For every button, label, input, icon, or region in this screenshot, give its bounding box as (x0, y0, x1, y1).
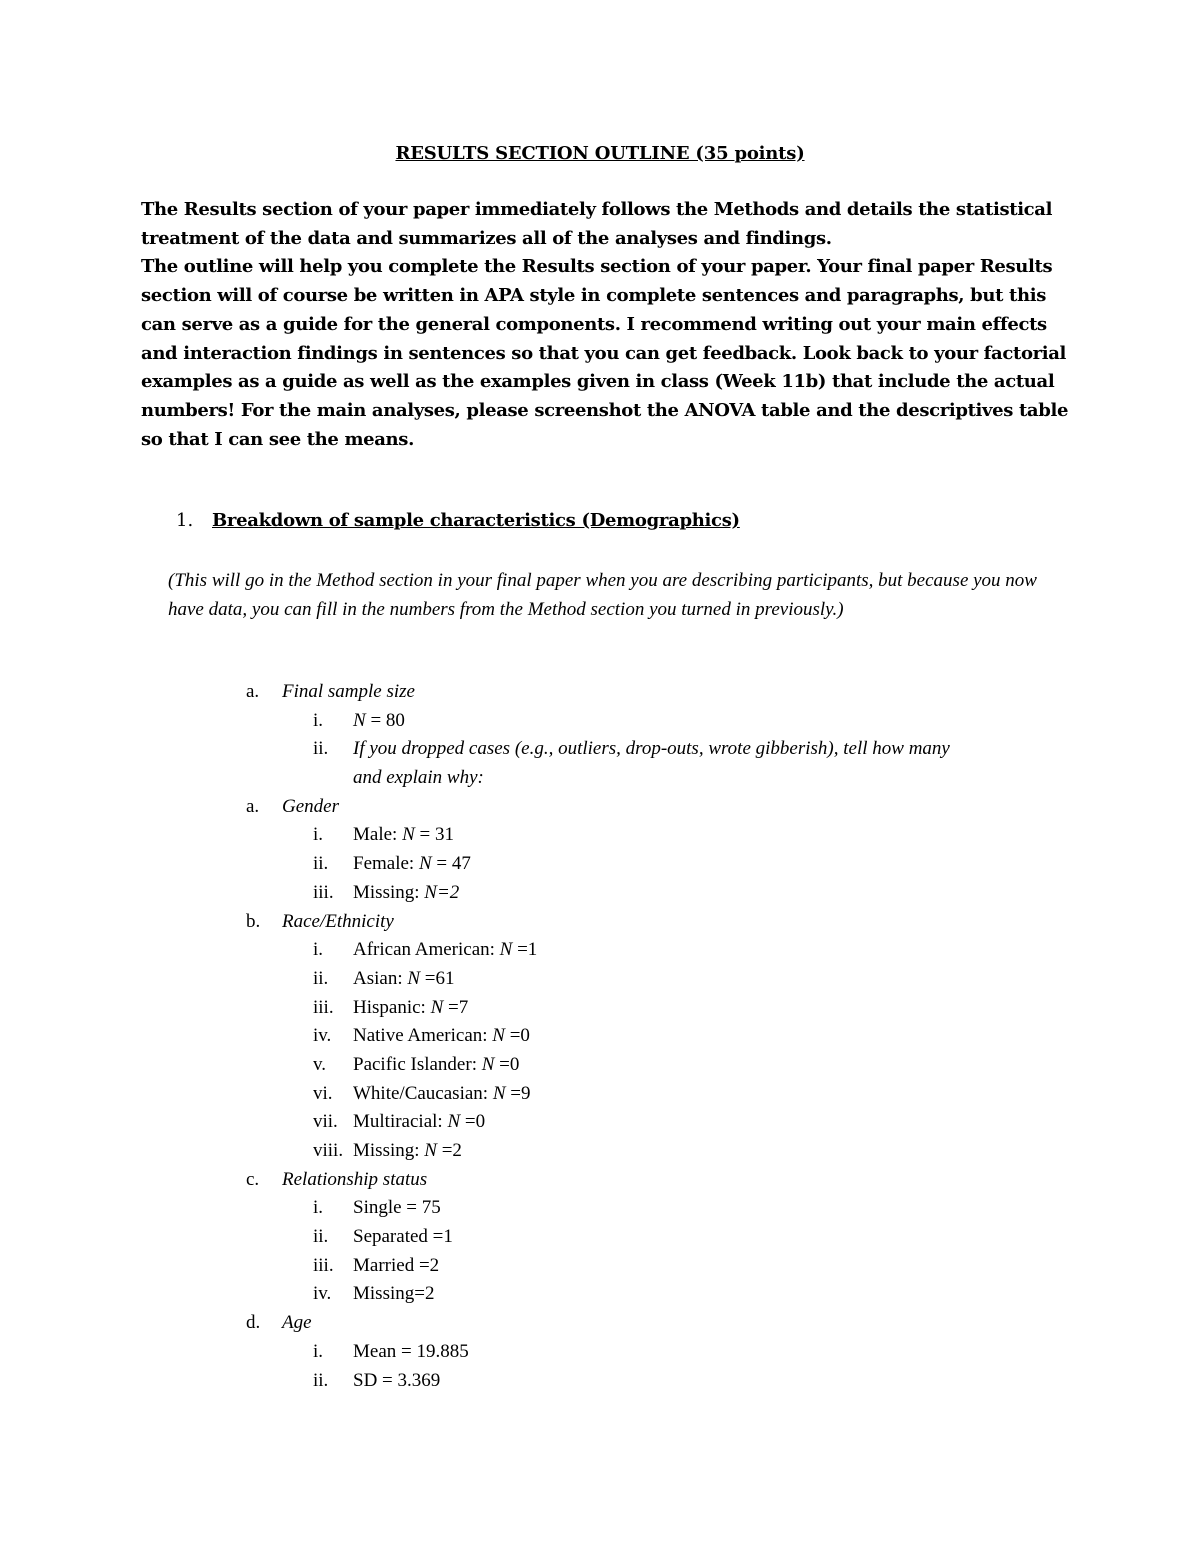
sub-item: iv. Missing=2 (313, 1283, 435, 1305)
intro-paragraph-1: The Results section of your paper immediately follows the Methods and details the statistical treatment of the data and summarizes all of the analyses and findings. (141, 199, 1053, 249)
sub-item: ii. Female: N = 47 (313, 853, 471, 875)
outline-item-race: b. Race/Ethnicity (246, 910, 394, 932)
demographics-outline (0, 678, 1200, 1395)
section-title: Breakdown of sample characteristics (Demographics) (212, 510, 740, 531)
outline-item-sample-size: a. Final sample size (246, 681, 415, 702)
sub-item: i. Single = 75 (313, 1197, 441, 1219)
sub-item: iii. Married =2 (313, 1254, 440, 1276)
sub-item: i. Male: N = 31 (313, 824, 454, 846)
intro-text (141, 196, 1071, 454)
sub-item: iii. Hispanic: N =7 (313, 996, 469, 1018)
sub-item: ii. Asian: N =61 (313, 967, 455, 989)
sub-item: i. N = 80 (313, 709, 405, 731)
sub-item: vii. Multiracial: N =0 (313, 1111, 486, 1133)
sub-item: i. Mean = 19.885 (313, 1340, 469, 1362)
sub-item: vi. White/Caucasian: N =9 (313, 1082, 531, 1104)
sub-item: iii. Missing: N=2 (313, 881, 460, 903)
intro-paragraph-2: The outline will help you complete the Results section of your paper. Your final paper Results section will of course be written in APA style in complete sentences and paragraphs, but this can serve as a guide for the general components. I recommend writing out your main effects and interaction findings in sentences so that you can get feedback. Look back to your factorial examples as a guide as well as the examples given in class (Week 11b) that include the actual numbers! For the main analyses, please screenshot the ANOVA table and the descriptives table so that I can see the means. (141, 256, 1069, 450)
outline-item-gender: a. Gender (246, 795, 339, 817)
sub-item: viii. Missing: N =2 (313, 1140, 462, 1161)
sub-item: v. Pacific Islander: N =0 (313, 1053, 520, 1075)
section-1-heading (176, 510, 740, 531)
sub-item: i. African American: N =1 (313, 939, 538, 961)
sub-item: ii. SD = 3.369 (313, 1369, 441, 1391)
sub-item-continuation: and explain why: (353, 767, 484, 789)
sub-item: ii. If you dropped cases (e.g., outliers, drop-outs, wrote gibberish), tell how many (313, 738, 950, 760)
sub-item: ii. Separated =1 (313, 1226, 453, 1248)
outline-item-relationship: c. Relationship status (246, 1168, 428, 1190)
section-number: 1. (176, 510, 194, 531)
section-note: (This will go in the Method section in your final paper when you are describing participants, but because you now have data, you can fill in the numbers from the Method section you turned in previously.) (168, 570, 1037, 620)
sub-item: iv. Native American: N =0 (313, 1025, 530, 1047)
outline-item-age: d. Age (246, 1312, 312, 1334)
page-title: RESULTS SECTION OUTLINE (35 points) (395, 143, 805, 164)
